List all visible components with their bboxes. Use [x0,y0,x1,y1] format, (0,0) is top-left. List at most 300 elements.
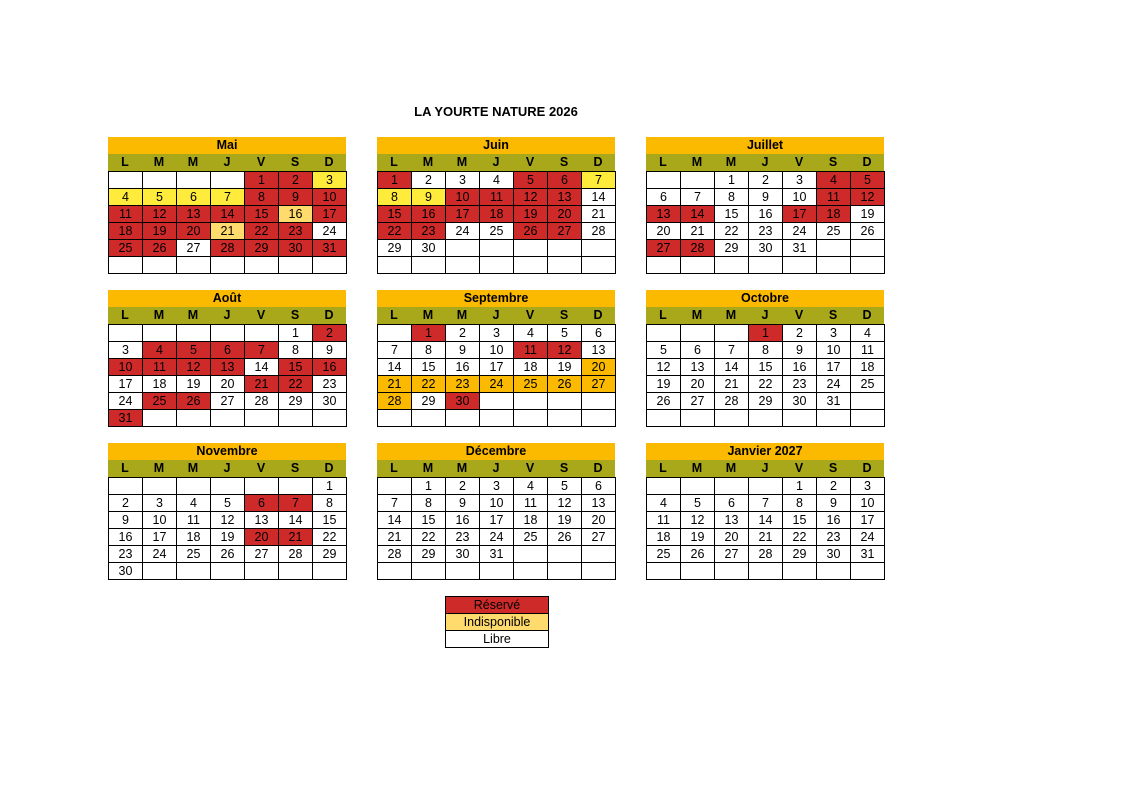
day-cell: 1 [245,172,279,189]
empty-cell [245,325,279,342]
weekday-label: D [862,155,872,169]
day-cell: 22 [313,529,347,546]
weekday-label: M [725,461,737,475]
day-cell: 8 [749,342,783,359]
day-cell: 21 [749,529,783,546]
weekday-label: S [290,308,300,322]
empty-cell [480,393,514,410]
day-cell: 15 [783,512,817,529]
weekday-label: M [691,308,703,322]
day-cell: 21 [681,223,715,240]
day-cell: 16 [446,359,480,376]
day-cell: 4 [851,325,885,342]
day-cell: 11 [514,495,548,512]
empty-cell [681,410,715,427]
day-cell: 27 [582,529,616,546]
day-cell: 11 [851,342,885,359]
day-cell: 12 [211,512,245,529]
empty-cell [211,257,245,274]
day-cell: 8 [313,495,347,512]
day-cell: 3 [480,325,514,342]
day-cell: 8 [412,342,446,359]
weekday-label: D [862,461,872,475]
empty-cell [681,172,715,189]
day-cell: 7 [749,495,783,512]
empty-cell [143,478,177,495]
day-cell: 22 [279,376,313,393]
day-cell: 8 [783,495,817,512]
empty-cell [582,546,616,563]
empty-cell [412,410,446,427]
day-cell: 12 [514,189,548,206]
weekday-row [377,154,615,171]
day-cell: 12 [851,189,885,206]
day-cell: 28 [749,546,783,563]
empty-cell [851,240,885,257]
weekday-label: V [525,461,535,475]
day-cell: 4 [514,478,548,495]
day-cell: 2 [749,172,783,189]
day-cell: 12 [548,495,582,512]
empty-cell [514,410,548,427]
weekday-label: L [659,461,667,475]
day-cell: 27 [681,393,715,410]
weekday-label: S [559,308,569,322]
day-cell: 16 [783,359,817,376]
day-cell: 20 [582,359,616,376]
weekday-label: J [223,308,231,322]
empty-cell [715,563,749,580]
empty-cell [177,410,211,427]
empty-cell [446,563,480,580]
day-cell: 18 [514,359,548,376]
day-cell: 29 [378,240,412,257]
day-cell: 30 [109,563,143,580]
day-cell: 21 [245,376,279,393]
month-name: Octobre [646,290,884,307]
day-cell: 24 [446,223,480,240]
empty-cell [548,257,582,274]
day-cell: 17 [783,206,817,223]
empty-cell [715,257,749,274]
day-cell: 12 [143,206,177,223]
day-cell: 4 [817,172,851,189]
month-decembre [377,443,615,580]
empty-cell [279,410,313,427]
day-cell: 31 [109,410,143,427]
weekday-row [377,307,615,324]
day-cell: 15 [715,206,749,223]
day-cell: 11 [817,189,851,206]
day-cell: 22 [412,529,446,546]
day-cell: 7 [245,342,279,359]
day-cell: 6 [715,495,749,512]
weekday-row [108,154,346,171]
day-cell: 17 [446,206,480,223]
day-cell: 9 [412,189,446,206]
weekday-label: V [794,308,804,322]
day-cell: 18 [480,206,514,223]
month-name: Juin [377,137,615,154]
day-cell: 11 [480,189,514,206]
empty-cell [681,257,715,274]
day-cell: 13 [177,206,211,223]
empty-cell [817,563,851,580]
empty-cell [851,393,885,410]
day-cell: 2 [412,172,446,189]
day-cell: 22 [245,223,279,240]
empty-cell [446,257,480,274]
day-grid [646,171,885,274]
empty-cell [681,478,715,495]
empty-cell [177,325,211,342]
day-cell: 21 [378,529,412,546]
day-cell: 30 [412,240,446,257]
day-cell: 5 [177,342,211,359]
day-cell: 13 [245,512,279,529]
legend-indisponible: Indisponible [446,614,548,631]
day-cell: 6 [582,478,616,495]
day-cell: 5 [681,495,715,512]
empty-cell [480,257,514,274]
weekday-label: M [422,155,434,169]
day-cell: 16 [109,529,143,546]
day-cell: 11 [109,206,143,223]
day-cell: 23 [446,529,480,546]
day-cell: 22 [783,529,817,546]
day-cell: 28 [245,393,279,410]
weekday-label: M [725,155,737,169]
day-cell: 4 [647,495,681,512]
day-cell: 30 [279,240,313,257]
day-cell: 9 [109,512,143,529]
empty-cell [109,172,143,189]
day-cell: 25 [143,393,177,410]
empty-cell [143,410,177,427]
weekday-row [377,460,615,477]
empty-cell [412,257,446,274]
day-cell: 2 [109,495,143,512]
empty-cell [446,410,480,427]
weekday-label: J [492,308,500,322]
day-cell: 26 [177,393,211,410]
day-cell: 19 [548,359,582,376]
month-name: Décembre [377,443,615,460]
weekday-label: J [492,155,500,169]
month-juin [377,137,615,274]
day-cell: 11 [514,342,548,359]
empty-cell [211,172,245,189]
empty-cell [582,393,616,410]
day-cell: 26 [514,223,548,240]
empty-cell [783,257,817,274]
empty-cell [245,257,279,274]
empty-cell [412,563,446,580]
empty-cell [177,257,211,274]
page-title: LA YOURTE NATURE 2026 [414,104,578,119]
weekday-label: S [828,308,838,322]
empty-cell [143,325,177,342]
day-cell: 29 [313,546,347,563]
weekday-label: V [256,308,266,322]
weekday-label: M [187,308,199,322]
weekday-label: D [593,155,603,169]
day-cell: 3 [817,325,851,342]
empty-cell [582,240,616,257]
weekday-label: M [456,155,468,169]
empty-cell [582,563,616,580]
day-cell: 12 [548,342,582,359]
weekday-row [108,307,346,324]
empty-cell [817,257,851,274]
day-cell: 31 [817,393,851,410]
empty-cell [817,410,851,427]
empty-cell [548,546,582,563]
day-cell: 11 [647,512,681,529]
day-cell: 3 [851,478,885,495]
weekday-label: S [559,461,569,475]
empty-cell [681,325,715,342]
empty-cell [211,478,245,495]
day-cell: 9 [783,342,817,359]
empty-cell [378,257,412,274]
day-cell: 4 [143,342,177,359]
month-octobre [646,290,884,427]
day-cell: 26 [647,393,681,410]
empty-cell [177,563,211,580]
day-cell: 23 [109,546,143,563]
empty-cell [851,257,885,274]
day-cell: 26 [548,529,582,546]
day-cell: 1 [749,325,783,342]
day-cell: 13 [681,359,715,376]
month-name: Août [108,290,346,307]
empty-cell [211,410,245,427]
weekday-label: L [659,155,667,169]
empty-cell [647,325,681,342]
day-cell: 22 [412,376,446,393]
day-cell: 19 [514,206,548,223]
day-grid [377,477,616,580]
empty-cell [378,478,412,495]
day-cell: 17 [313,206,347,223]
empty-cell [378,563,412,580]
empty-cell [143,563,177,580]
day-cell: 14 [681,206,715,223]
day-cell: 8 [412,495,446,512]
weekday-label: V [256,461,266,475]
day-cell: 20 [177,223,211,240]
day-cell: 21 [715,376,749,393]
day-cell: 10 [480,495,514,512]
empty-cell [647,410,681,427]
day-cell: 8 [378,189,412,206]
empty-cell [647,257,681,274]
day-cell: 29 [783,546,817,563]
legend-libre: Libre [446,631,548,647]
day-cell: 29 [412,393,446,410]
day-cell: 28 [279,546,313,563]
day-cell: 10 [783,189,817,206]
day-cell: 31 [480,546,514,563]
empty-cell [681,563,715,580]
day-cell: 15 [313,512,347,529]
day-cell: 19 [143,223,177,240]
day-cell: 29 [412,546,446,563]
day-cell: 26 [681,546,715,563]
day-cell: 14 [378,512,412,529]
weekday-label: M [153,308,165,322]
month-name: Novembre [108,443,346,460]
empty-cell [749,257,783,274]
weekday-label: V [525,308,535,322]
day-cell: 16 [446,512,480,529]
day-cell: 1 [412,478,446,495]
weekday-label: J [492,461,500,475]
day-cell: 19 [548,512,582,529]
day-cell: 14 [715,359,749,376]
day-grid [377,171,616,274]
day-cell: 1 [313,478,347,495]
empty-cell [749,563,783,580]
day-cell: 24 [851,529,885,546]
legend-reserve: Réservé [446,597,548,614]
day-cell: 14 [378,359,412,376]
weekday-label: J [223,155,231,169]
day-cell: 13 [548,189,582,206]
day-cell: 21 [378,376,412,393]
day-cell: 16 [817,512,851,529]
empty-cell [514,546,548,563]
day-cell: 5 [514,172,548,189]
day-cell: 3 [109,342,143,359]
day-cell: 25 [109,240,143,257]
weekday-label: L [390,461,398,475]
empty-cell [211,325,245,342]
day-cell: 12 [681,512,715,529]
day-cell: 28 [681,240,715,257]
day-cell: 28 [378,546,412,563]
day-grid [108,477,347,580]
day-cell: 24 [480,529,514,546]
day-cell: 4 [109,189,143,206]
empty-cell [211,563,245,580]
weekday-label: L [659,308,667,322]
day-cell: 10 [143,512,177,529]
day-cell: 15 [749,359,783,376]
day-cell: 26 [548,376,582,393]
weekday-label: S [828,461,838,475]
month-name: Septembre [377,290,615,307]
day-cell: 16 [749,206,783,223]
empty-cell [514,240,548,257]
day-cell: 28 [211,240,245,257]
day-cell: 31 [313,240,347,257]
day-cell: 30 [446,546,480,563]
day-cell: 20 [715,529,749,546]
empty-cell [582,410,616,427]
weekday-row [646,460,884,477]
empty-cell [313,410,347,427]
day-cell: 27 [647,240,681,257]
weekday-label: L [121,461,129,475]
day-cell: 1 [715,172,749,189]
day-cell: 14 [279,512,313,529]
day-cell: 10 [109,359,143,376]
day-cell: 30 [446,393,480,410]
day-cell: 20 [548,206,582,223]
empty-cell [514,563,548,580]
day-cell: 10 [817,342,851,359]
month-aout [108,290,346,427]
day-grid [646,324,885,427]
day-cell: 26 [851,223,885,240]
day-cell: 14 [245,359,279,376]
month-mai [108,137,346,274]
day-cell: 17 [817,359,851,376]
weekday-label: J [223,461,231,475]
empty-cell [245,563,279,580]
weekday-label: L [121,155,129,169]
weekday-label: D [324,461,334,475]
day-cell: 27 [582,376,616,393]
day-cell: 25 [177,546,211,563]
weekday-label: S [828,155,838,169]
day-cell: 17 [480,512,514,529]
weekday-label: V [794,155,804,169]
empty-cell [279,257,313,274]
weekday-row [108,460,346,477]
empty-cell [177,172,211,189]
empty-cell [109,478,143,495]
day-cell: 8 [715,189,749,206]
day-cell: 14 [211,206,245,223]
day-cell: 9 [446,342,480,359]
day-cell: 6 [548,172,582,189]
legend [445,596,549,648]
weekday-row [646,307,884,324]
day-cell: 21 [582,206,616,223]
day-cell: 3 [143,495,177,512]
day-cell: 18 [514,512,548,529]
day-cell: 12 [647,359,681,376]
day-cell: 4 [480,172,514,189]
weekday-label: J [761,308,769,322]
day-cell: 23 [446,376,480,393]
day-cell: 6 [245,495,279,512]
day-cell: 4 [514,325,548,342]
weekday-label: V [256,155,266,169]
day-cell: 10 [446,189,480,206]
day-cell: 1 [378,172,412,189]
day-cell: 13 [647,206,681,223]
day-cell: 9 [749,189,783,206]
day-cell: 3 [480,478,514,495]
day-cell: 7 [715,342,749,359]
day-cell: 27 [211,393,245,410]
day-cell: 7 [582,172,616,189]
empty-cell [313,563,347,580]
day-cell: 2 [446,325,480,342]
day-cell: 24 [783,223,817,240]
empty-cell [817,240,851,257]
day-grid [377,324,616,427]
empty-cell [109,257,143,274]
empty-cell [177,478,211,495]
weekday-row [646,154,884,171]
day-cell: 28 [582,223,616,240]
day-cell: 2 [446,478,480,495]
